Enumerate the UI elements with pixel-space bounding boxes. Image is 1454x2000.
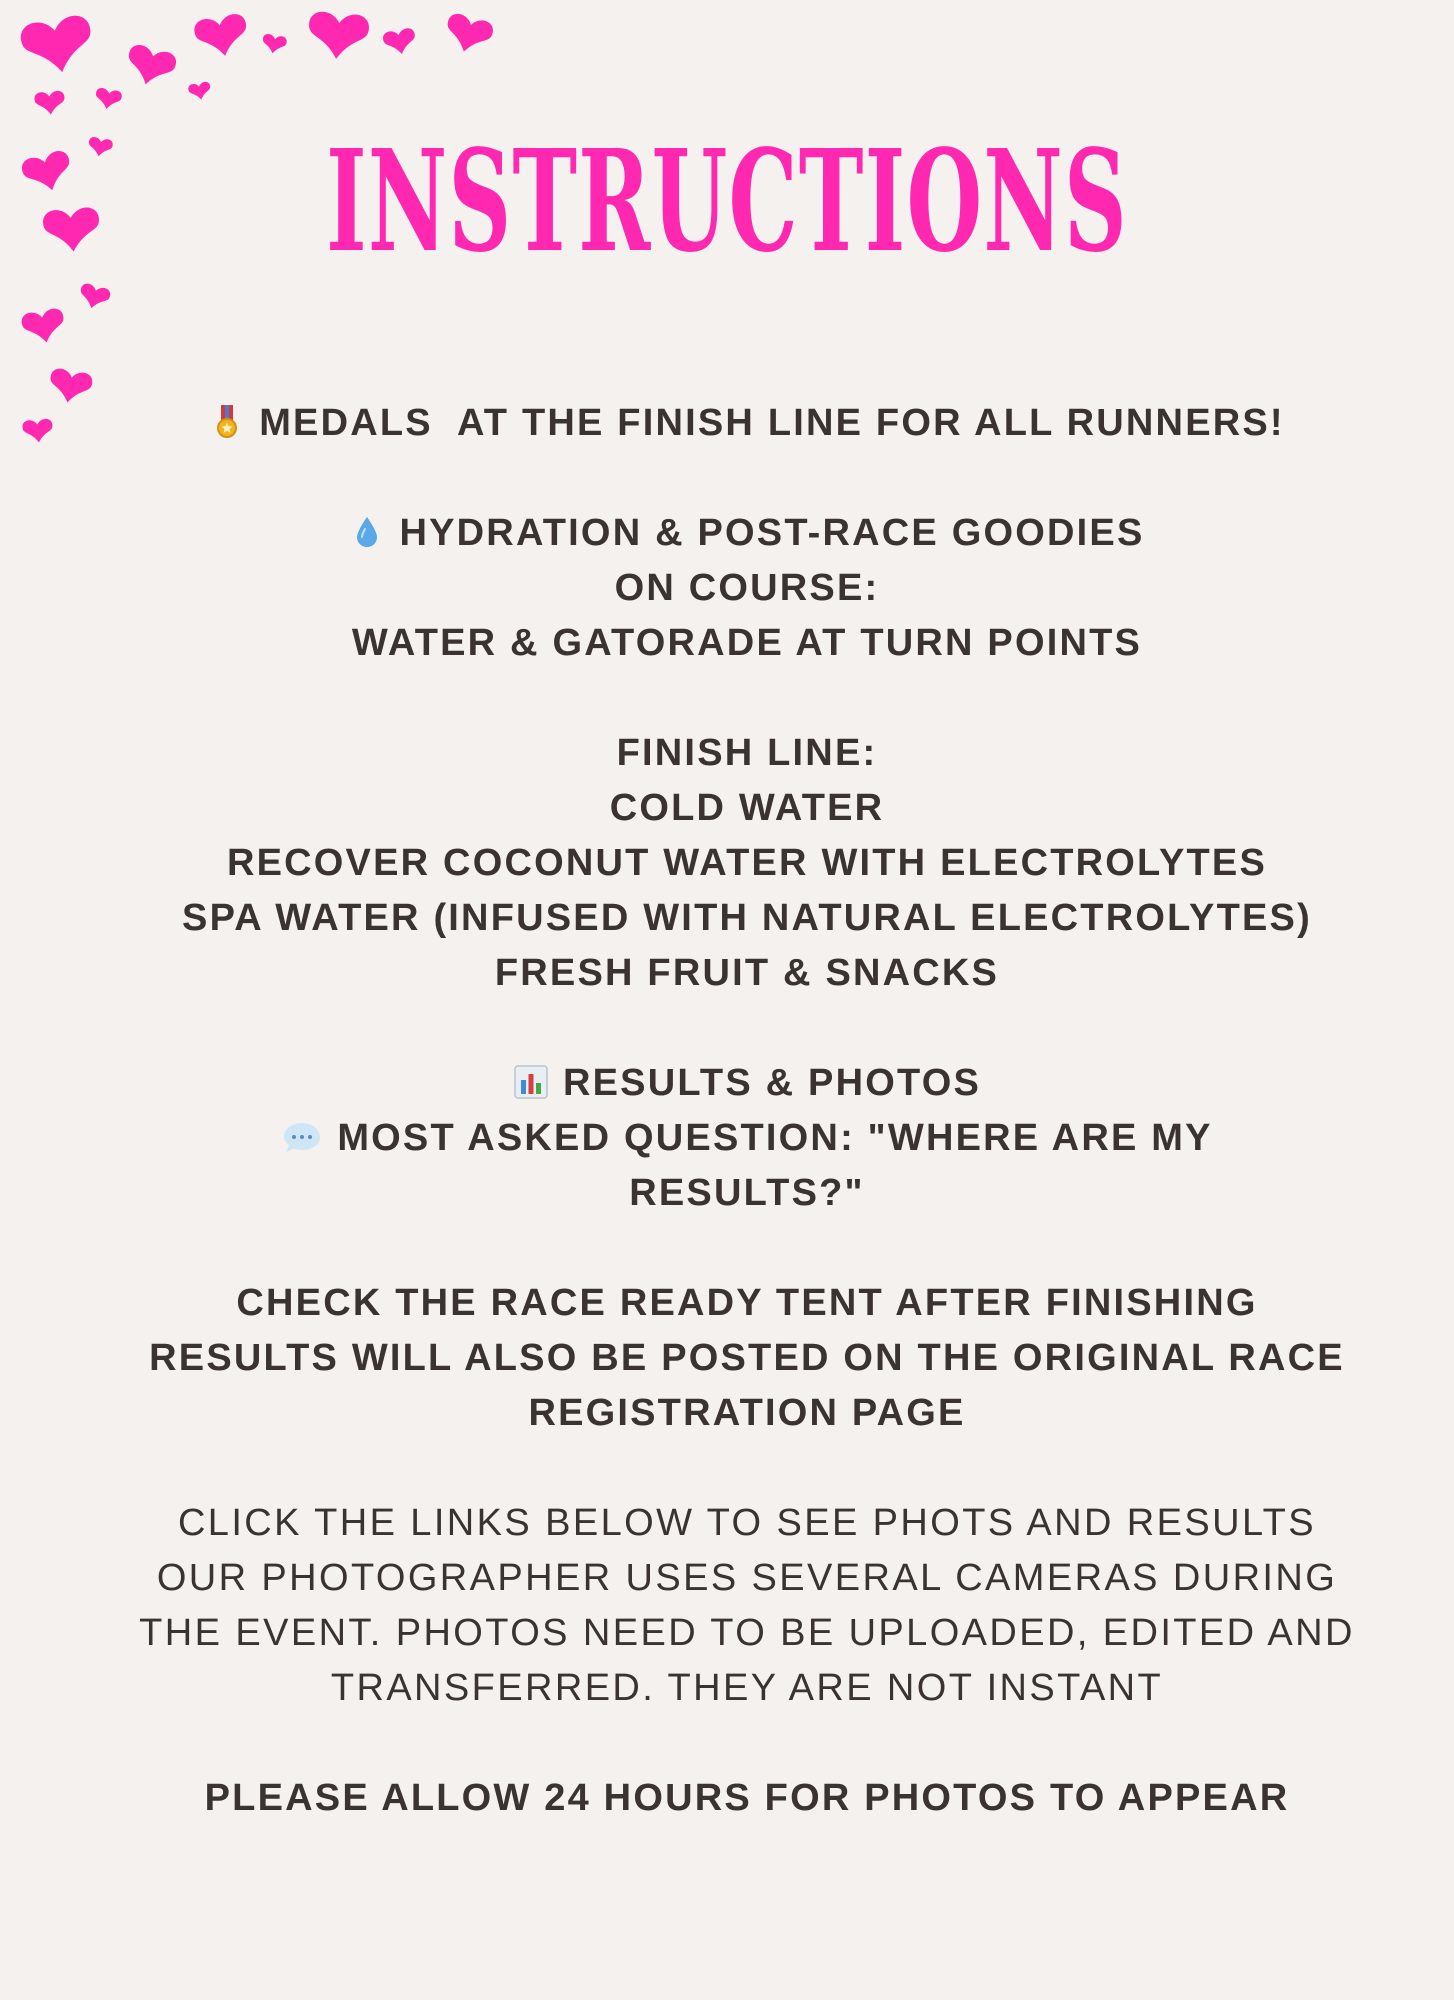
- on-course-item: WATER & GATORADE AT TURN POINTS: [351, 622, 1143, 664]
- heart-icon: [20, 149, 76, 197]
- results-heading: [100, 1056, 1394, 1111]
- allow-line: PLEASE ALLOW 24 HOURS FOR PHOTOS TO APPEAR: [204, 1777, 1290, 1819]
- photo-info-line: TRANSFERRED. THEY ARE NOT INSTANT: [330, 1667, 1164, 1709]
- heart-icon: [22, 418, 54, 443]
- heart-icon: [42, 206, 102, 254]
- check-line: REGISTRATION PAGE: [528, 1392, 966, 1434]
- heart-icon: [306, 11, 370, 62]
- speech-bubble-icon: [281, 1119, 323, 1155]
- heart-icon: [20, 307, 67, 346]
- medals-line: [100, 396, 1394, 451]
- check-line: RESULTS WILL ALSO BE POSTED ON THE ORIGINAL RACE: [149, 1337, 1345, 1379]
- finish-line-label: FINISH LINE:: [616, 732, 878, 774]
- droplet-icon: [349, 514, 385, 550]
- heart-icon: [34, 90, 66, 115]
- medal-icon: [209, 404, 245, 440]
- hydration-heading-text: HYDRATION & POST-RACE GOODIES: [399, 512, 1145, 554]
- question-line: [100, 1111, 1394, 1166]
- heart-icon: [122, 43, 178, 91]
- question-line-2: RESULTS?": [629, 1172, 865, 1214]
- heart-icon: [188, 81, 213, 101]
- heart-icon: [193, 12, 251, 60]
- photo-info-line: THE EVENT. PHOTOS NEED TO BE UPLOADED, EDITED AND: [139, 1612, 1355, 1654]
- finish-item: FRESH FRUIT & SNACKS: [494, 952, 1000, 994]
- heart-icon: [47, 367, 94, 406]
- heart-icon: [94, 87, 123, 111]
- page-title: INSTRUCTIONS: [326, 120, 1128, 284]
- check-line: CHECK THE RACE READY TENT AFTER FINISHING: [236, 1282, 1258, 1324]
- finish-item: RECOVER COCONUT WATER WITH ELECTROLYTES: [226, 842, 1268, 884]
- on-course-label: ON COURSE:: [614, 567, 880, 609]
- heart-icon: [442, 12, 496, 58]
- finish-item: COLD WATER: [609, 787, 885, 829]
- heart-icon: [382, 27, 418, 57]
- medals-text: MEDALS AT THE FINISH LINE FOR ALL RUNNERS!: [259, 402, 1285, 444]
- question-text: MOST ASKED QUESTION: "WHERE ARE MY: [337, 1117, 1213, 1159]
- heart-icon: [87, 136, 114, 158]
- heart-icon: [77, 282, 112, 312]
- heart-icon: [261, 33, 288, 55]
- bar-chart-icon: [513, 1064, 549, 1100]
- heart-icon: [18, 13, 96, 78]
- results-heading-text: RESULTS & PHOTOS: [562, 1062, 982, 1104]
- photo-info-line: OUR PHOTOGRAPHER USES SEVERAL CAMERAS DURING: [156, 1557, 1338, 1599]
- photo-info-line: CLICK THE LINKS BELOW TO SEE PHOTS AND RESULTS: [177, 1502, 1317, 1544]
- finish-item: SPA WATER (INFUSED WITH NATURAL ELECTROLYTES): [182, 897, 1312, 939]
- hydration-heading: [100, 506, 1394, 561]
- instructions-body: [100, 396, 1394, 1826]
